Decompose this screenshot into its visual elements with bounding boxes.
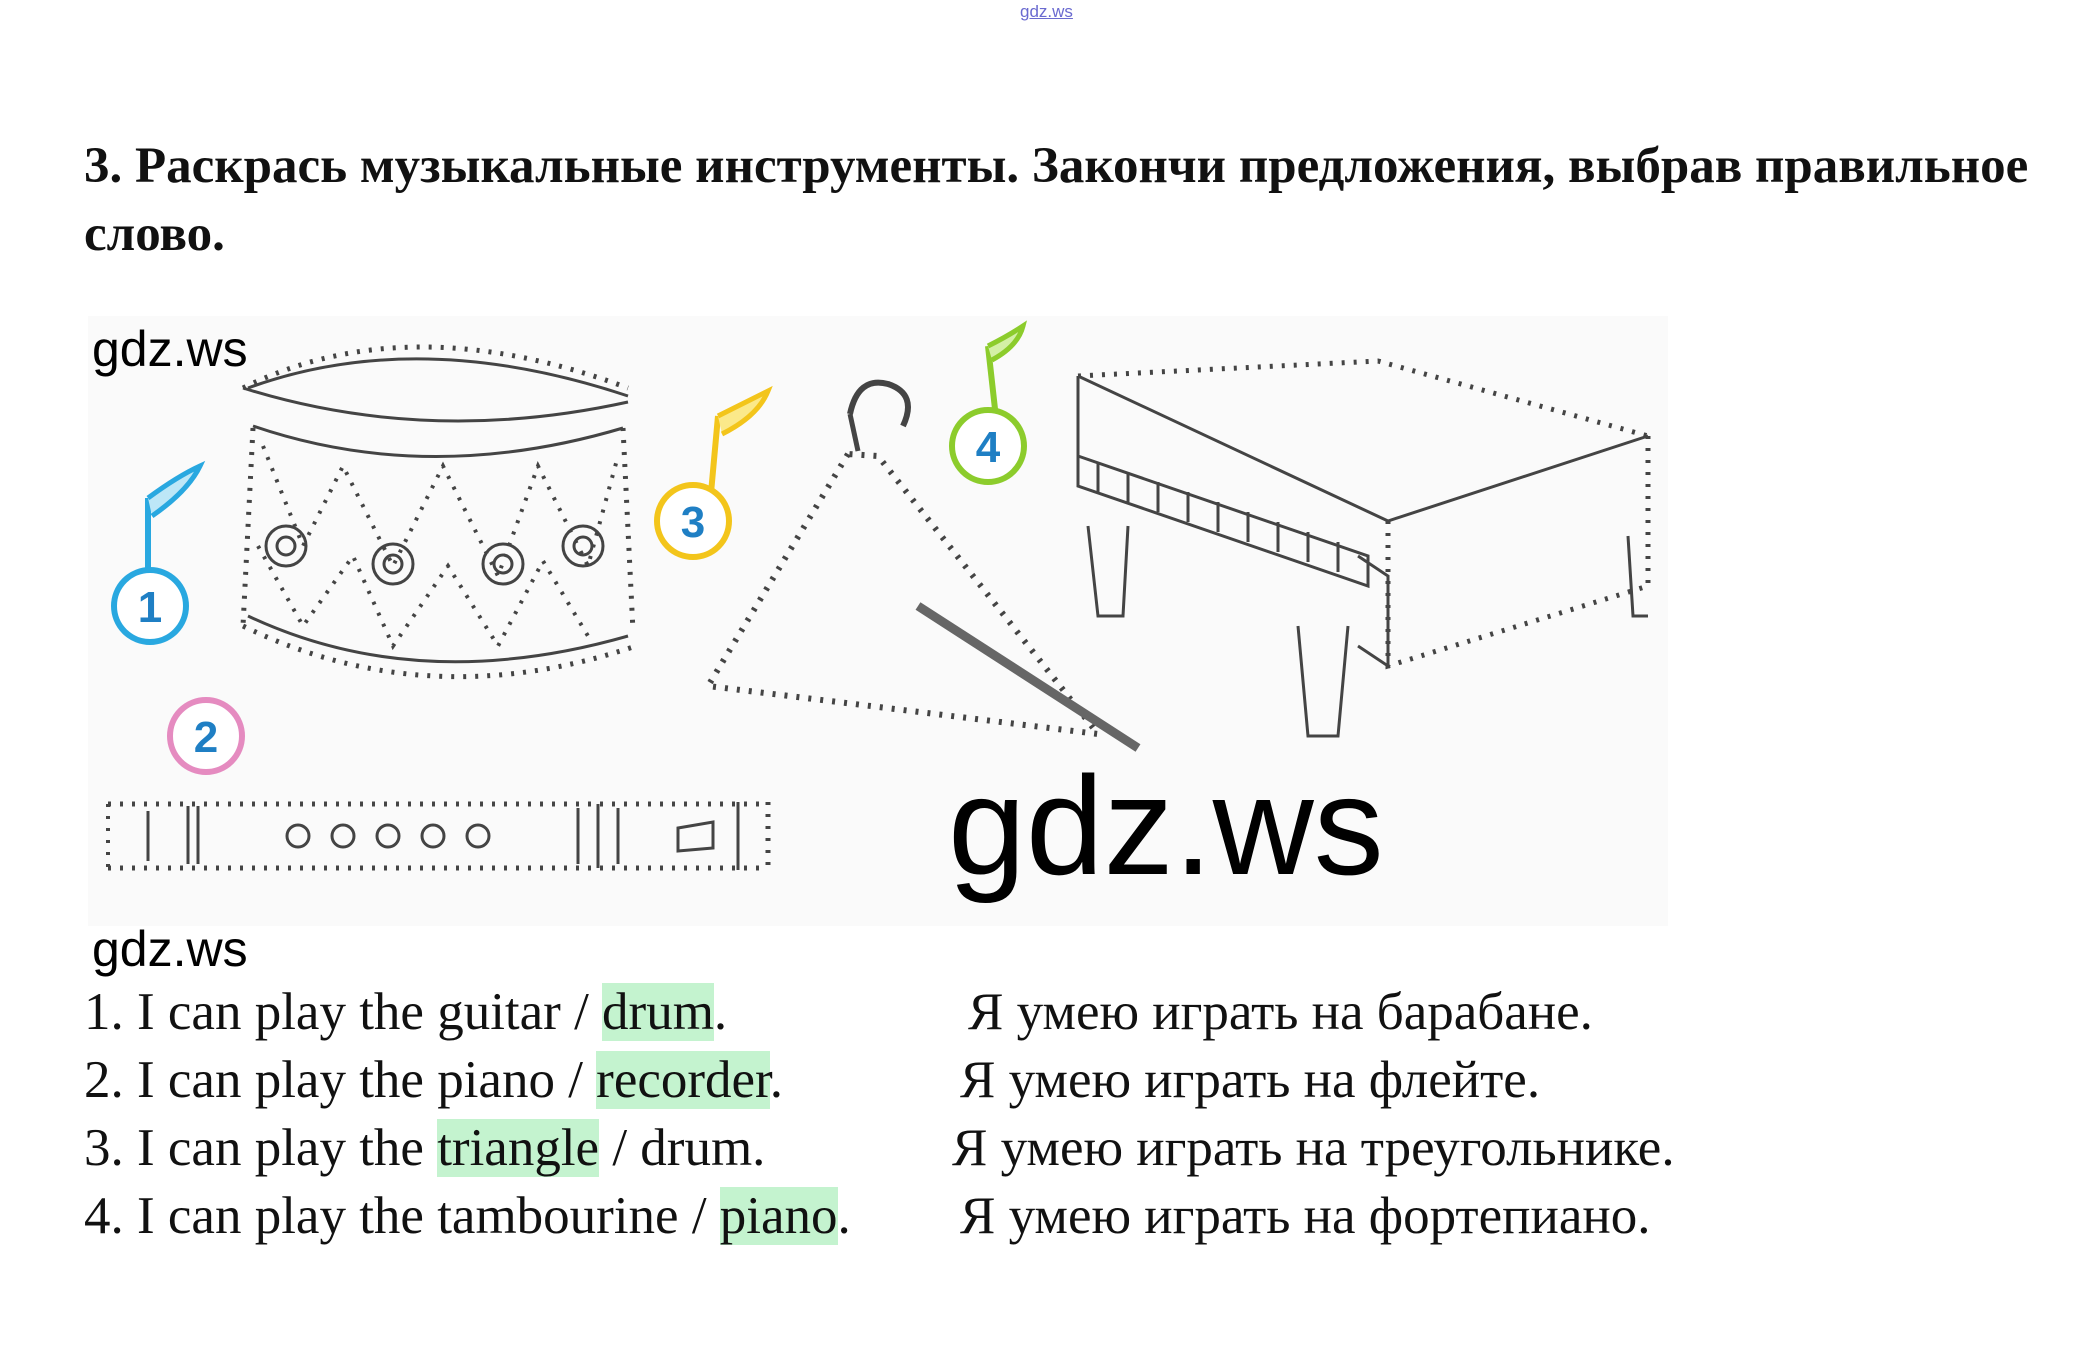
marker-label-2: 2 xyxy=(193,713,219,762)
sentence-row-4 xyxy=(84,1182,1984,1250)
sentence-number: 3. xyxy=(84,1119,124,1177)
instruments-drawing xyxy=(88,316,1668,926)
sentence-number: 2. xyxy=(84,1051,124,1109)
sentence-row-3 xyxy=(84,1114,1984,1182)
sentence-text-before: I can play the guitar / xyxy=(137,983,603,1041)
sentence-text-after: . xyxy=(837,1187,851,1245)
chosen-word: triangle xyxy=(437,1119,600,1177)
sentence-en-4 xyxy=(84,1182,851,1250)
sentence-text-after: . xyxy=(713,983,728,1041)
marker-label-1: 1 xyxy=(137,583,163,632)
note-marker-1-icon xyxy=(114,466,200,642)
chosen-word: piano xyxy=(719,1187,838,1245)
chosen-word: recorder xyxy=(596,1051,770,1109)
sentence-text-before: I can play the tambourine / xyxy=(137,1187,720,1245)
site-mark[interactable]: gdz.ws xyxy=(1020,2,1073,21)
sentence-translation-4: Я умею играть на фортепиано. xyxy=(960,1187,1651,1245)
sentence-text-before: I can play the piano / xyxy=(137,1051,597,1109)
sentence-translation-3: Я умею играть на треугольнике. xyxy=(952,1119,1675,1177)
watermark-bottom: gdz.ws xyxy=(92,921,248,977)
marker-label-3: 3 xyxy=(680,498,706,547)
sentence-row-1 xyxy=(84,978,1984,1046)
note-marker-2-icon xyxy=(170,700,242,772)
sentence-text-after: / drum. xyxy=(599,1119,766,1177)
sentence-translation-1: Я умею играть на барабане. xyxy=(968,983,1593,1041)
sentence-text-before: I can play the xyxy=(137,1119,438,1177)
note-marker-4-icon xyxy=(952,326,1024,482)
watermark-top: gdz.ws xyxy=(92,321,248,377)
instruments-illustration xyxy=(88,316,1668,926)
sentence-en-3 xyxy=(84,1114,765,1182)
drum-icon xyxy=(243,347,636,677)
marker-label-4: 4 xyxy=(975,423,1001,472)
sentence-number: 4. xyxy=(84,1187,124,1245)
sentence-row-2 xyxy=(84,1046,1984,1114)
sentence-number: 1. xyxy=(84,983,124,1041)
watermark-large: gdz.ws xyxy=(948,747,1384,904)
sentence-list xyxy=(84,978,1984,1250)
recorder-icon xyxy=(108,802,768,870)
sentence-translation-2: Я умею играть на флейте. xyxy=(960,1051,1541,1109)
triangle-icon xyxy=(708,383,1138,748)
sentence-en-2 xyxy=(84,1046,783,1114)
task-heading: 3. Раскрась музыкальные инструменты. Закончи предложения, выбрав правильное слово. xyxy=(84,138,2029,262)
piano-icon xyxy=(1078,361,1648,736)
sentence-text-after: . xyxy=(769,1051,784,1109)
chosen-word: drum xyxy=(602,983,714,1041)
note-marker-3-icon xyxy=(657,391,768,557)
sentence-en-1 xyxy=(84,978,727,1046)
